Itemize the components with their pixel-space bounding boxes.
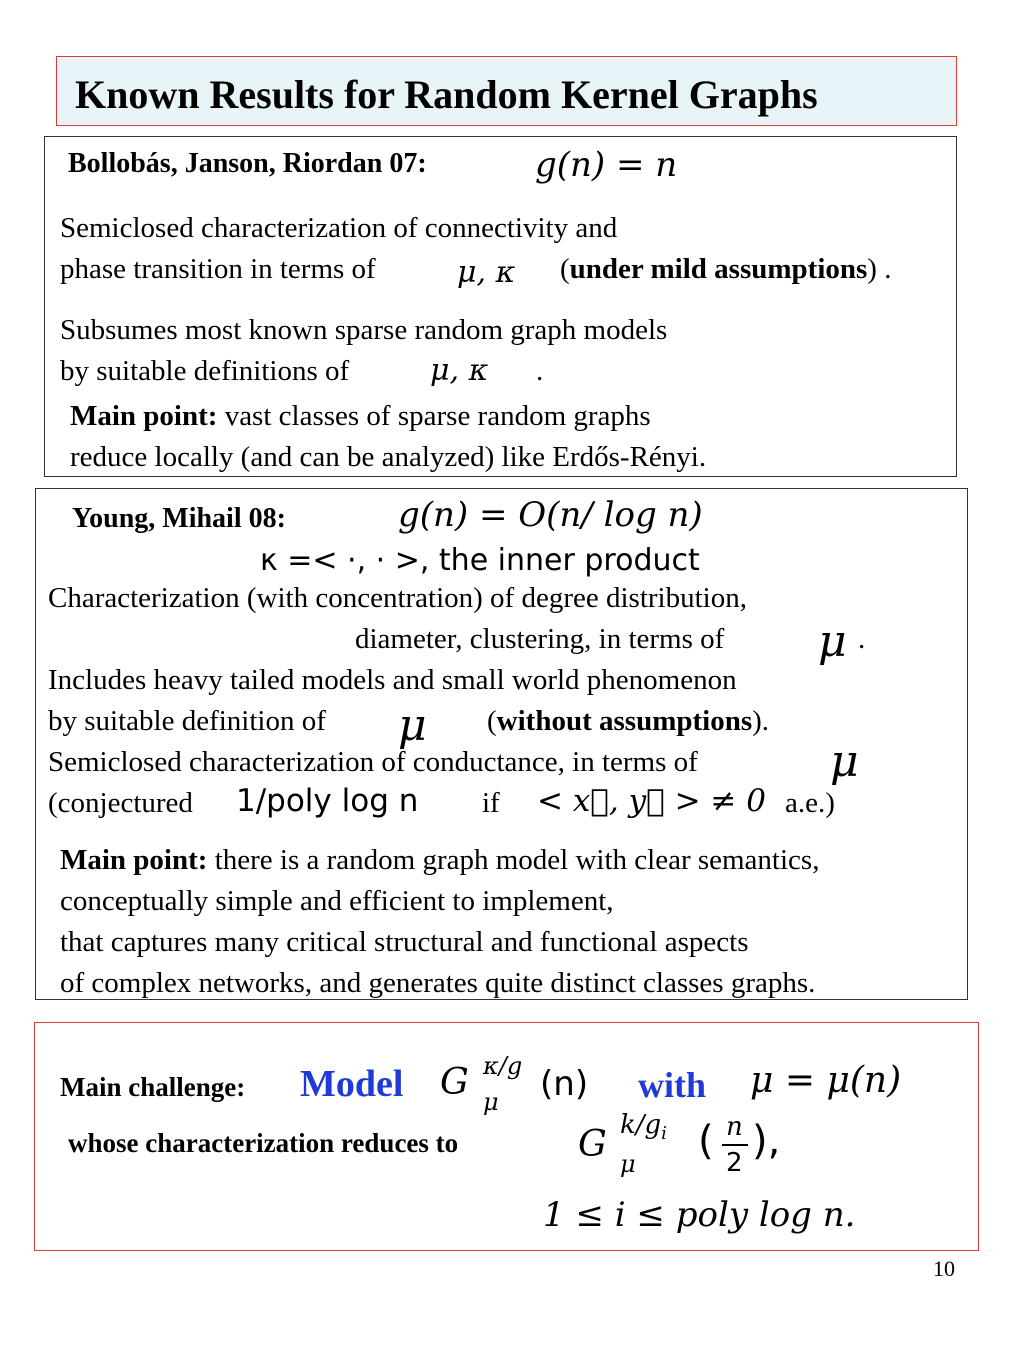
- challenge-index-range: 1 ≤ i ≤ poly log n.: [543, 1195, 856, 1235]
- challenge-graph-superscript: κ/g: [483, 1052, 523, 1080]
- bjr-main-point-line-2: reduce locally (and can be analyzed) like Erdős-Rényi.: [70, 441, 707, 473]
- ym-growth-formula: g(n) = O(n/ log n): [398, 495, 703, 535]
- ym-line-2: diameter, clustering, in terms of: [355, 623, 725, 655]
- challenge-mu-equation: μ = μ(n): [750, 1060, 902, 1101]
- challenge-open-paren: (: [698, 1118, 714, 1164]
- challenge-fraction-bar: [722, 1144, 748, 1146]
- bjr-line-1: Semiclosed characterization of connectivity and: [60, 212, 618, 244]
- ym-period: .: [858, 623, 866, 655]
- ym-main-point-line-4: of complex networks, and generates quite distinct classes graphs.: [60, 967, 816, 999]
- challenge-model-word: Model: [300, 1063, 404, 1105]
- ym-main-point-line-3: that captures many critical structural and functional aspects: [60, 926, 749, 958]
- bjr-main-point: Main point: vast classes of sparse random graphs: [70, 400, 651, 432]
- bjr-line-3: Subsumes most known sparse random graph models: [60, 314, 668, 346]
- challenge-close-paren: ),: [752, 1118, 781, 1164]
- bjr-params-mu-kappa-2: μ, κ: [430, 353, 489, 388]
- ym-line-4: by suitable definition of: [48, 705, 326, 737]
- ym-if: if: [482, 787, 500, 819]
- ym-assumption-note: (without assumptions).: [487, 705, 770, 737]
- bjr-authors: Bollobás, Janson, Riordan 07:: [68, 148, 427, 179]
- challenge-graph-arg: (n): [540, 1064, 589, 1104]
- bjr-line-4: by suitable definitions of: [60, 355, 350, 387]
- ym-mu-symbol-3: μ: [830, 736, 859, 787]
- ym-mu-symbol: μ: [818, 616, 847, 667]
- challenge-fraction-numerator: n: [726, 1112, 743, 1142]
- ym-line-3: Includes heavy tailed models and small world phenomenon: [48, 664, 737, 696]
- bjr-growth-formula: g(n) = n: [535, 145, 678, 185]
- ym-line-6: (conjectured: [48, 787, 193, 819]
- ym-line-1: Characterization (with concentration) of degree distribution,: [48, 582, 747, 614]
- bjr-assumption-note: (under mild assumptions) .: [560, 253, 892, 285]
- ym-kappa-definition: κ =< ·, · >, the inner product: [260, 543, 700, 578]
- challenge-with-word: with: [638, 1065, 707, 1105]
- ym-main-point-line-2: conceptually simple and efficient to implement,: [60, 885, 614, 917]
- bjr-line-2: phase transition in terms of: [60, 253, 376, 285]
- challenge-fraction-denominator: 2: [726, 1148, 743, 1178]
- challenge-graph-G: G: [440, 1062, 469, 1103]
- challenge-graph2-G: G: [578, 1124, 607, 1165]
- challenge-graph2-superscript: $k/g_i$: [620, 1110, 667, 1145]
- ym-main-point: Main point: there is a random graph model with clear semantics,: [60, 844, 820, 876]
- challenge-reduces-text: whose characterization reduces to: [68, 1128, 459, 1158]
- bjr-period: .: [536, 355, 544, 387]
- ym-condition: < x⃗, y⃗ > ≠ 0: [537, 783, 766, 819]
- challenge-graph-subscript: μ: [483, 1088, 499, 1116]
- title-banner: [56, 56, 957, 126]
- ym-ae: a.e.): [785, 787, 835, 819]
- page-number: 10: [933, 1256, 955, 1281]
- challenge-graph2-subscript: μ: [620, 1150, 636, 1178]
- bjr-params-mu-kappa: μ, κ: [457, 255, 516, 290]
- ym-mu-symbol-2: μ: [398, 700, 427, 751]
- challenge-label: Main challenge:: [60, 1072, 246, 1102]
- ym-authors: Young, Mihail 08:: [72, 503, 286, 534]
- ym-polylog: 1/poly log n: [236, 783, 419, 819]
- slide-title: Known Results for Random Kernel Graphs: [75, 72, 818, 117]
- ym-line-5: Semiclosed characterization of conductance, in terms of: [48, 746, 698, 778]
